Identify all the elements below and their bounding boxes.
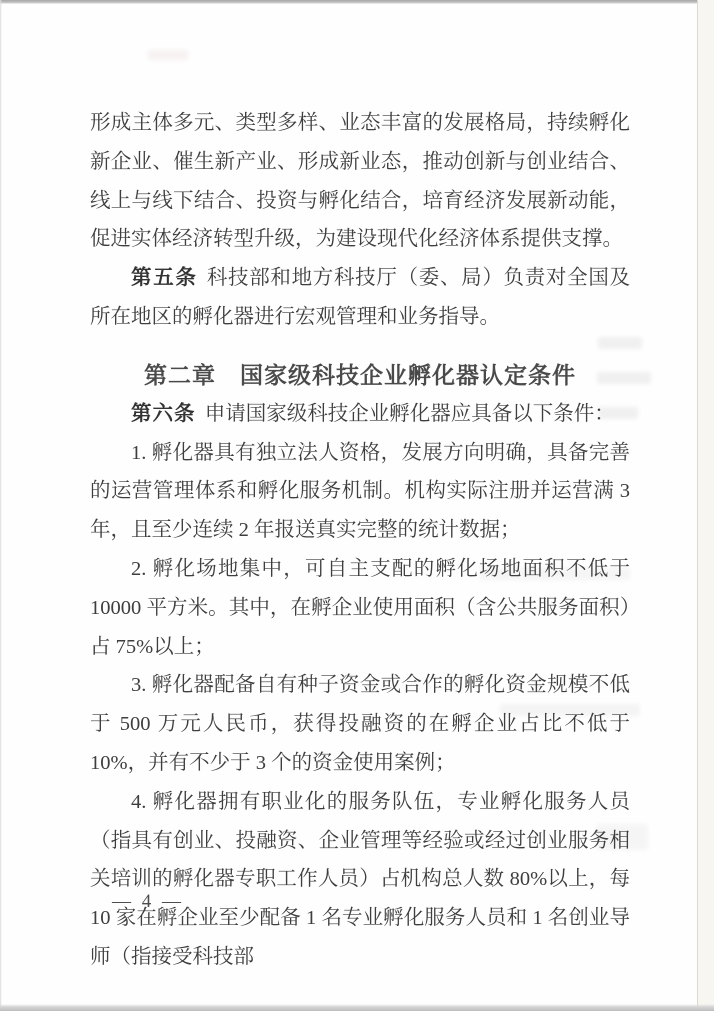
scan-edge-bottom (0, 1004, 714, 1011)
paragraph-text: 形成主体多元、类型多样、业态丰富的发展格局，持续孵化新企业、催生新产业、形成新业态，推动创新与创业结合、线上与线下结合、投资与孵化结合，培育经济发展新动能，促进实体经济转型升级，为建设现代化经济体系提供支撑。 (90, 112, 630, 251)
document-body (90, 104, 630, 977)
condition-item-4: 4. 孵化器拥有职业化的服务队伍，专业孵化服务人员（指具有创业、投融资、企业管理等经验或经过创业服务相关培训的孵化器专职工作人员）占机构总人数 80%以上，每 10 家在孵企业至少配备 1 名专业孵化服务人员和 1 名创业导师（指接受科技部 (90, 790, 630, 968)
paragraph-article-5 (90, 259, 630, 337)
paragraph-development-goals (90, 104, 630, 259)
condition-item-2: 2. 孵化场地集中，可自主支配的孵化场地面积不低于 10000 平方米。其中，在孵企业使用面积（含公共服务面积）占 75%以上； (90, 557, 630, 658)
condition-item-3: 3. 孵化器配备自有种子资金或合作的孵化资金规模不低于 500 万元人民币，获得投融资的在孵企业占比不低于 10%，并有不少于 3 个的资金使用案例； (90, 674, 630, 774)
article-5-label: 第五条 (131, 267, 198, 290)
chapter-2-heading: 第二章 国家级科技企业孵化器认定条件 (144, 361, 576, 388)
paragraph-article-6 (90, 395, 630, 434)
article-5-text: 科技部和地方科技厅（委、局）负责对全国及所在地区的孵化器进行宏观管理和业务指导。 (90, 267, 631, 328)
scan-edge-right-shade (698, 0, 714, 1011)
article-6-label: 第六条 (131, 402, 196, 425)
condition-item-1: 1. 孵化器具有独立法人资格，发展方向明确，具备完善的运营管理体系和孵化服务机制。机构实际注册并运营满 3 年，且至少连续 2 年报送真实完整的统计数据； (90, 441, 630, 542)
scan-edge-right-line (697, 0, 698, 1011)
scan-edge-top (0, 0, 714, 4)
page-number: — 4 — (112, 891, 184, 912)
scan-smudge (148, 50, 188, 60)
article-6-text: 申请国家级科技企业孵化器应具备以下条件： (204, 402, 615, 425)
scan-edge-left (0, 0, 2, 1011)
